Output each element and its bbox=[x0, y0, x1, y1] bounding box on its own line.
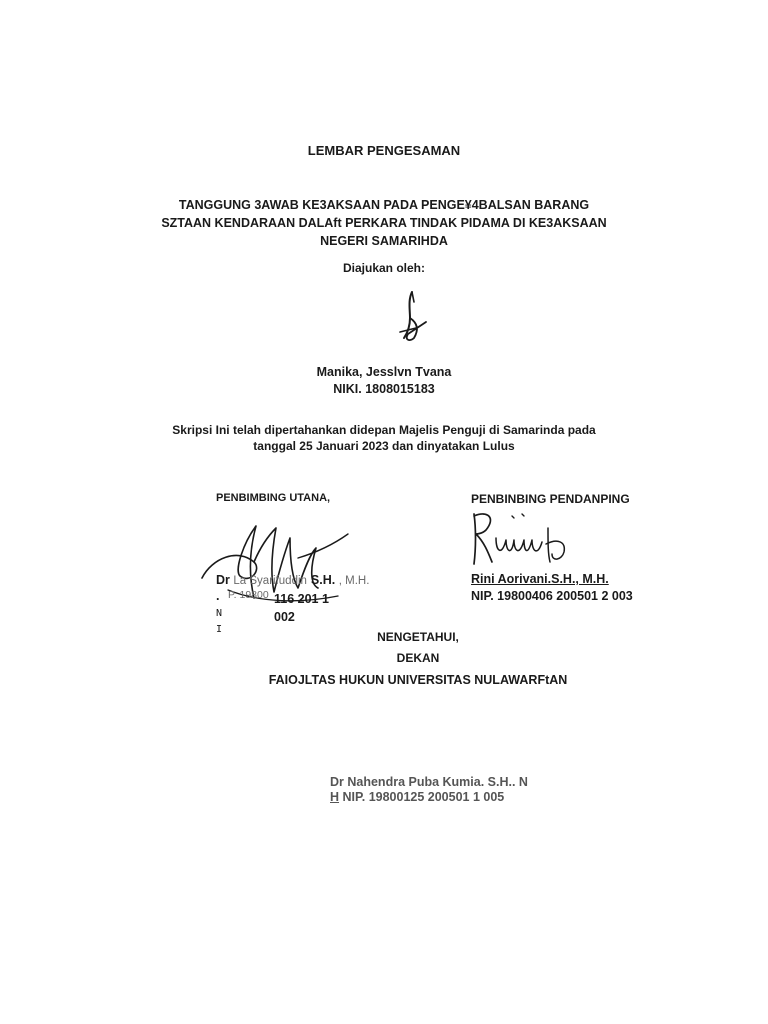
main-advisor-degree-faint: , M.H. bbox=[338, 575, 370, 587]
main-advisor-nip-part-2: 002 bbox=[274, 610, 295, 624]
dean-role: DEKAN bbox=[396, 651, 440, 665]
student-nim: NIKI. 1808015183 bbox=[333, 382, 435, 396]
second-advisor-label: PENBINBING PENDANPING bbox=[471, 492, 630, 506]
statement-line-1: Skripsi Ini telah dipertahankan didepan Majelis Penguji di Samarinda pada bbox=[172, 423, 596, 437]
main-advisor-suffix: S.H. bbox=[310, 573, 336, 587]
knowing-label: NENGETAHUI, bbox=[377, 630, 459, 644]
main-advisor-nip-part-1: 116 201 1 bbox=[274, 592, 329, 606]
thesis-title-line-2: SZTAAN KENDARAAN DALAft PERKARA TINDAK PIDAMA DI KE3AKSAAN bbox=[161, 216, 607, 230]
student-signature bbox=[390, 288, 440, 348]
dean-prefix: H bbox=[330, 790, 340, 804]
second-advisor-nip: NIP. 19800406 200501 2 003 bbox=[471, 589, 633, 603]
main-advisor-nip-dot: . bbox=[216, 589, 220, 603]
main-advisor-stray-i: I bbox=[216, 624, 223, 635]
faculty-name: FAIOJLTAS HUKUN UNIVERSITAS NULAWARFtAN bbox=[268, 673, 568, 687]
statement-line-2: tanggal 25 Januari 2023 dan dinyatakan Lulus bbox=[253, 439, 515, 453]
main-advisor-prefix: Dr bbox=[216, 573, 230, 587]
submitted-by-label: Diajukan oleh: bbox=[342, 261, 425, 275]
thesis-title-line-3: NEGERI SAMARIHDA bbox=[320, 234, 448, 248]
main-advisor-nip-faint: P. 19800 bbox=[228, 589, 269, 601]
dean-nip: NIP. 19800125 200501 1 005 bbox=[342, 790, 505, 804]
dean-name: Dr Nahendra Puba Kumia. S.H.. N bbox=[330, 775, 528, 789]
dean-nip-line bbox=[330, 790, 504, 804]
main-advisor-label: PENBIMBING UTANA, bbox=[216, 492, 331, 504]
thesis-title-line-1: TANGGUNG 3AWAB KE3AKSAAN PADA PENGE¥4BALSAN BARANG bbox=[178, 198, 590, 212]
second-advisor-signature bbox=[468, 508, 583, 570]
second-advisor-name: Rini Aorivani.S.H., M.H. bbox=[471, 572, 609, 586]
page-title: LEMBAR PENGESAMAN bbox=[307, 143, 461, 158]
main-advisor-stray-n: N bbox=[216, 608, 223, 619]
main-advisor-name bbox=[216, 573, 369, 587]
student-name: Manika, Jesslvn Tvana bbox=[316, 365, 452, 379]
main-advisor-name-faint: La Syarifuddin bbox=[233, 575, 307, 587]
